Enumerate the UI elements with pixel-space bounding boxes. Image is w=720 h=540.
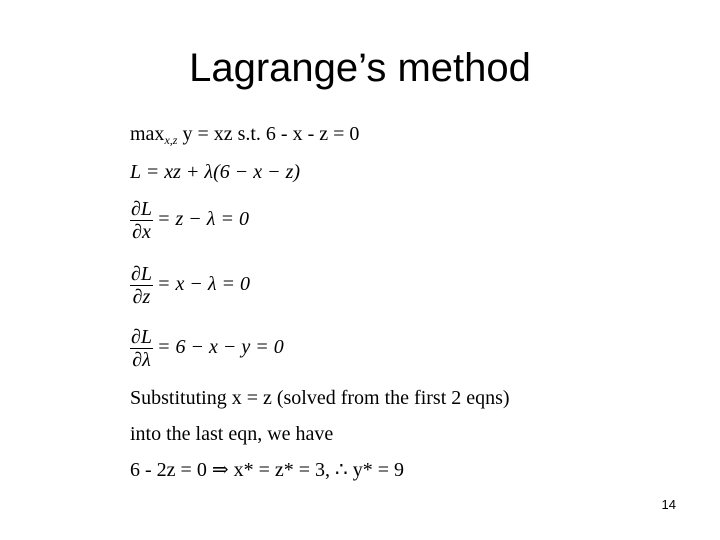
derivative-lambda-numerator: ∂L bbox=[131, 326, 153, 348]
derivative-lambda-denominator: ∂λ bbox=[130, 348, 153, 371]
page-number: 14 bbox=[661, 497, 676, 512]
derivative-x-line bbox=[130, 198, 249, 243]
continuation-text: into the last eqn, we have bbox=[130, 423, 334, 445]
derivative-x-denominator: ∂x bbox=[130, 220, 153, 243]
final-result-line: 6 - 2z = 0 ⇒ x* = z* = 3, ∴ y* = 9 bbox=[130, 459, 405, 481]
derivative-z-denominator: ∂z bbox=[130, 285, 153, 308]
derivative-z-line bbox=[130, 263, 250, 308]
slide-title: Lagrange’s method bbox=[189, 46, 531, 90]
derivative-lambda-line bbox=[130, 326, 284, 371]
substitution-text: Substituting x = z (solved from the first 2 eqns) bbox=[130, 387, 510, 409]
objective-line bbox=[130, 122, 359, 152]
max-subscript: x,z bbox=[164, 133, 178, 147]
objective-rest: y = xz s.t. 6 - x - z = 0 bbox=[177, 123, 360, 145]
derivative-lambda-fraction bbox=[130, 326, 153, 371]
lagrangian-line bbox=[130, 160, 300, 184]
lagrangian-expression: L = xz + λ(6 − x − z) bbox=[130, 161, 301, 183]
derivative-z-numerator: ∂L bbox=[131, 263, 153, 285]
derivative-z-fraction bbox=[130, 263, 153, 308]
derivative-x-rhs: = z − λ = 0 bbox=[157, 208, 249, 231]
derivative-x-numerator: ∂L bbox=[131, 198, 153, 220]
derivative-x-fraction bbox=[130, 198, 153, 243]
derivative-lambda-rhs: = 6 − x − y = 0 bbox=[157, 336, 284, 359]
max-operator: max bbox=[130, 123, 165, 145]
derivative-z-rhs: = x − λ = 0 bbox=[157, 273, 251, 296]
